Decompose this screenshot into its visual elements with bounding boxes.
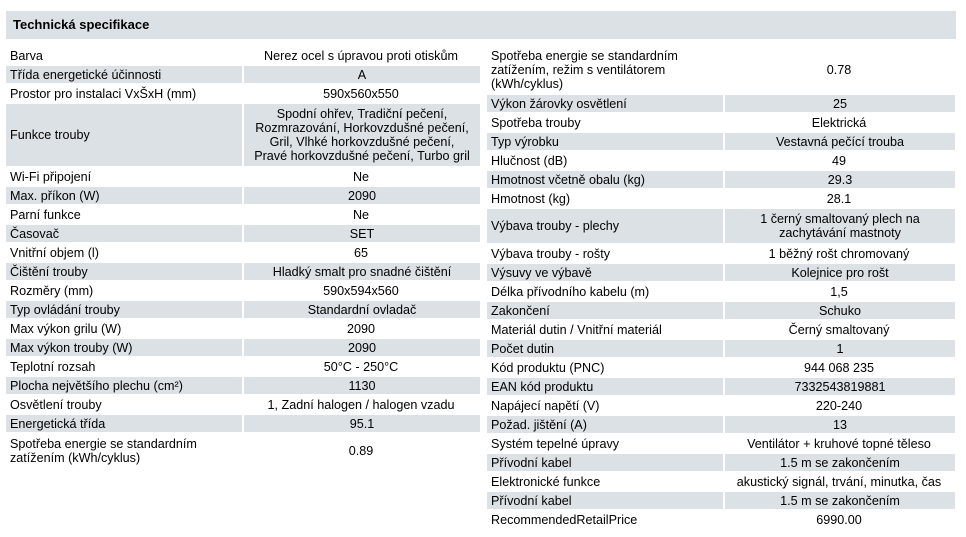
spec-label: Napájecí napětí (V) bbox=[491, 398, 600, 413]
spec-row bbox=[487, 397, 955, 414]
spec-value: Ventilátor + kruhové topné těleso bbox=[747, 436, 931, 451]
spec-value: 13 bbox=[725, 416, 955, 433]
spec-row bbox=[487, 340, 955, 357]
spec-row bbox=[6, 434, 480, 468]
spec-label: Prostor pro instalaci VxŠxH (mm) bbox=[10, 86, 197, 101]
spec-value: Schuko bbox=[725, 302, 955, 319]
spec-row bbox=[487, 171, 955, 188]
spec-value: 1 běžný rošt chromovaný bbox=[768, 246, 910, 261]
spec-label: EAN kód produktu bbox=[487, 378, 723, 395]
spec-row bbox=[487, 47, 955, 93]
spec-label: Systém tepelné úpravy bbox=[491, 436, 620, 451]
spec-label: Spotřeba energie se standardním zatížením, režim s ventilátorem (kWh/cyklus) bbox=[491, 49, 678, 91]
spec-label: Typ ovládání trouby bbox=[6, 301, 242, 318]
spec-label: Max výkon trouby (W) bbox=[6, 339, 242, 356]
spec-value: 2090 bbox=[244, 339, 480, 356]
spec-value: 29.3 bbox=[725, 171, 955, 188]
spec-label: Hlučnost (dB) bbox=[491, 153, 568, 168]
spec-value: 6990.00 bbox=[816, 512, 862, 527]
spec-value: 0.89 bbox=[348, 444, 374, 458]
spec-value: Ne bbox=[352, 169, 370, 184]
spec-value: 95.1 bbox=[244, 415, 480, 432]
spec-row bbox=[6, 263, 480, 280]
spec-label: Přívodní kabel bbox=[487, 492, 723, 509]
spec-value: 28.1 bbox=[826, 191, 852, 206]
spec-value: 1 černý smaltovaný plech na zachytávání mastnoty bbox=[725, 209, 955, 243]
spec-value: Nerez ocel s úpravou proti otiskům bbox=[264, 48, 458, 63]
spec-row bbox=[487, 190, 955, 207]
spec-row bbox=[487, 416, 955, 433]
spec-row bbox=[487, 435, 955, 452]
spec-row bbox=[6, 320, 480, 337]
spec-row bbox=[487, 95, 955, 112]
spec-row bbox=[6, 168, 480, 185]
spec-table-right bbox=[487, 47, 955, 530]
spec-label: Čištění trouby bbox=[6, 263, 242, 280]
spec-value: Kolejnice pro rošt bbox=[725, 264, 955, 281]
spec-value: 2090 bbox=[244, 187, 480, 204]
spec-value: Elektrická bbox=[811, 115, 867, 130]
spec-label: Plocha největšího plechu (cm²) bbox=[6, 377, 242, 394]
spec-row bbox=[487, 473, 955, 490]
spec-row bbox=[487, 454, 955, 471]
spec-value: Hladký smalt pro snadné čištění bbox=[244, 263, 480, 280]
spec-value: 7332543819881 bbox=[725, 378, 955, 395]
spec-row bbox=[487, 209, 955, 243]
spec-value: Standardní ovladač bbox=[244, 301, 480, 318]
spec-row bbox=[487, 511, 955, 528]
spec-label: Energetická třída bbox=[6, 415, 242, 432]
spec-value: 1, Zadní halogen / halogen vzadu bbox=[267, 397, 455, 412]
spec-value: 1.5 m se zakončením bbox=[725, 492, 955, 509]
spec-value: Spodní ohřev, Tradiční pečení, Rozmrazování, Horkovzdušné pečení, Gril, Vlhké horkovzdušné pečení, Pravé horkovzdušné pečení, Turbo gril bbox=[244, 104, 480, 166]
spec-row bbox=[487, 302, 955, 319]
section-title: Technická specifikace bbox=[6, 11, 956, 39]
spec-value: 0.78 bbox=[826, 63, 852, 77]
spec-label: Hmotnost (kg) bbox=[491, 191, 571, 206]
spec-label: Kód produktu (PNC) bbox=[491, 360, 605, 375]
spec-label: Vnitřní objem (l) bbox=[10, 245, 99, 260]
spec-label: Rozměry (mm) bbox=[10, 283, 94, 298]
spec-value: Ne bbox=[352, 207, 370, 222]
spec-row bbox=[487, 283, 955, 300]
spec-value: 49 bbox=[831, 153, 846, 168]
spec-label: Barva bbox=[10, 48, 43, 63]
spec-row bbox=[487, 245, 955, 262]
spec-label: Přívodní kabel bbox=[487, 454, 723, 471]
spec-row bbox=[487, 492, 955, 509]
spec-value: Vestavná pečící trouba bbox=[725, 133, 955, 150]
spec-row bbox=[6, 66, 480, 83]
spec-row bbox=[487, 359, 955, 376]
spec-label: Wi-Fi připojení bbox=[10, 169, 92, 184]
spec-label: Max výkon grilu (W) bbox=[10, 321, 122, 336]
spec-label: RecommendedRetailPrice bbox=[491, 512, 638, 527]
spec-row bbox=[6, 415, 480, 432]
spec-label: Počet dutin bbox=[487, 340, 723, 357]
spec-row bbox=[6, 47, 480, 64]
spec-row bbox=[6, 187, 480, 204]
spec-row bbox=[6, 225, 480, 242]
spec-label: Výbava trouby - plechy bbox=[487, 209, 723, 243]
spec-label: Spotřeba energie se standardním zatížením (kWh/cyklus) bbox=[10, 437, 197, 465]
spec-row bbox=[6, 85, 480, 102]
spec-label: Požad. jištění (A) bbox=[487, 416, 723, 433]
spec-label: Výbava trouby - rošty bbox=[491, 246, 610, 261]
spec-value: 1,5 bbox=[830, 284, 848, 299]
spec-row bbox=[6, 301, 480, 318]
spec-label: Délka přívodního kabelu (m) bbox=[491, 284, 650, 299]
spec-row bbox=[6, 206, 480, 223]
spec-label: Max. příkon (W) bbox=[6, 187, 242, 204]
spec-value: A bbox=[244, 66, 480, 83]
spec-row bbox=[6, 104, 480, 166]
spec-row bbox=[6, 377, 480, 394]
spec-value: akustický signál, trvání, minutka, čas bbox=[736, 474, 942, 489]
spec-value: 1130 bbox=[244, 377, 480, 394]
spec-table-left bbox=[6, 47, 480, 470]
spec-row bbox=[487, 264, 955, 281]
spec-label: Časovač bbox=[6, 225, 242, 242]
spec-label: Výsuvy ve výbavě bbox=[487, 264, 723, 281]
spec-row bbox=[6, 358, 480, 375]
spec-value: 590x594x560 bbox=[323, 283, 399, 298]
spec-row bbox=[6, 244, 480, 261]
spec-label: Spotřeba trouby bbox=[491, 115, 581, 130]
spec-value: 50°C - 250°C bbox=[323, 359, 399, 374]
spec-value: SET bbox=[244, 225, 480, 242]
spec-label: Zakončení bbox=[487, 302, 723, 319]
spec-row bbox=[6, 396, 480, 413]
spec-value: 2090 bbox=[346, 321, 376, 336]
spec-value: 1.5 m se zakončením bbox=[725, 454, 955, 471]
spec-label: Materiál dutin / Vnitřní materiál bbox=[491, 322, 662, 337]
spec-label: Funkce trouby bbox=[6, 104, 242, 166]
spec-row bbox=[487, 114, 955, 131]
spec-row bbox=[487, 378, 955, 395]
spec-row bbox=[487, 152, 955, 169]
spec-label: Hmotnost včetně obalu (kg) bbox=[487, 171, 723, 188]
spec-value: 220-240 bbox=[815, 398, 863, 413]
spec-label: Parní funkce bbox=[10, 207, 81, 222]
spec-value: 944 068 235 bbox=[803, 360, 875, 375]
spec-row bbox=[6, 339, 480, 356]
spec-value: Černý smaltovaný bbox=[788, 322, 890, 337]
spec-label: Osvětlení trouby bbox=[10, 397, 102, 412]
spec-value: 65 bbox=[353, 245, 368, 260]
spec-label: Třída energetické účinnosti bbox=[6, 66, 242, 83]
spec-row bbox=[6, 282, 480, 299]
spec-row bbox=[487, 321, 955, 338]
spec-label: Výkon žárovky osvětlení bbox=[487, 95, 723, 112]
spec-label: Typ výrobku bbox=[487, 133, 723, 150]
spec-value: 25 bbox=[725, 95, 955, 112]
spec-label: Teplotní rozsah bbox=[10, 359, 96, 374]
spec-value: 1 bbox=[725, 340, 955, 357]
spec-label: Elektronické funkce bbox=[491, 474, 601, 489]
spec-row bbox=[487, 133, 955, 150]
spec-value: 590x560x550 bbox=[323, 86, 399, 101]
